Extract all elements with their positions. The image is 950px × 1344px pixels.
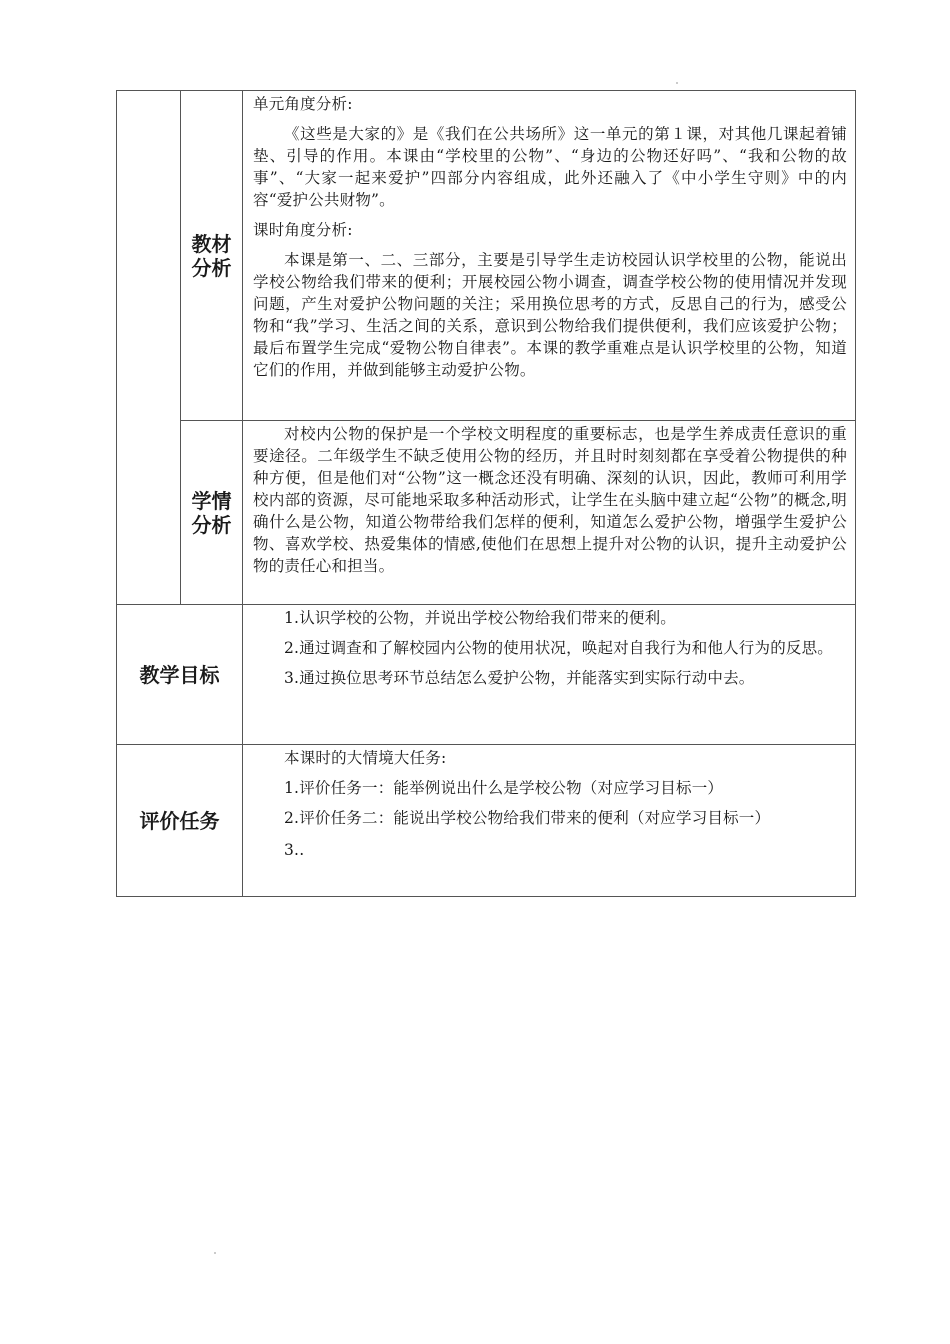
teaching-goals-content xyxy=(243,605,856,745)
evaluation-task-item: 3.. xyxy=(284,841,305,859)
material-analysis-content xyxy=(243,91,856,421)
material-analysis-heading-line2: 分析 xyxy=(191,255,232,280)
material-analysis-heading xyxy=(181,91,243,421)
lesson-plan-table xyxy=(116,90,856,897)
evaluation-tasks-content xyxy=(243,745,856,897)
material-analysis-heading-line1: 教材 xyxy=(191,231,232,256)
teaching-goal-item: 1.认识学校的公物，并说出学校公物给我们带来的便利。 xyxy=(284,609,676,627)
evaluation-task-item: 2.评价任务二：能说出学校公物给我们带来的便利（对应学习目标一） xyxy=(284,809,771,827)
student-analysis-content xyxy=(243,421,856,605)
student-analysis-heading-line1: 学情 xyxy=(191,488,232,513)
teaching-goals-heading: 教学目标 xyxy=(117,605,243,745)
lesson-analysis-title: 课时角度分析: xyxy=(253,221,353,239)
evaluation-intro: 本课时的大情境大任务: xyxy=(284,749,447,767)
student-analysis-heading xyxy=(181,421,243,605)
teaching-goal-item: 3.通过换位思考环节总结怎么爱护公物，并能落实到实际行动中去。 xyxy=(284,669,755,687)
student-analysis-heading-line2: 分析 xyxy=(191,512,232,537)
teaching-goal-item: 2.通过调查和了解校园内公物的使用状况，唤起对自我行为和他人行为的反思。 xyxy=(284,639,833,657)
unit-analysis-title: 单元角度分析: xyxy=(253,95,353,113)
teaching-goals-row xyxy=(117,605,856,745)
evaluation-tasks-row xyxy=(117,745,856,897)
unit-analysis-text: 《这些是大家的》是《我们在公共场所》这一单元的第１课，对其他几课起着铺垫、引导的作用。本课由“学校里的公物”、“身边的公物还好吗”、“我和公物的故事”、“大家一起来爱护”四部分内容组成，此外还融入了《中小学生守则》中的内容“爱护公共财物”。 xyxy=(253,125,847,209)
student-analysis-row xyxy=(117,421,856,605)
lesson-analysis-text: 本课是第一、二、三部分，主要是引导学生走访校园认识学校里的公物，能说出学校公物给我们带来的便利；开展校园公物小调查，调查学校公物的使用情况并发现问题，产生对爱护公物问题的关注；采用换位思考的方式，反思自己的行为，感受公物和“我”学习、生活之间的关系，意识到公物给我们提供便利，我们应该爱护公物；最后布置学生完成“爱物公物自律表”。本课的教学重难点是认识学校里的公物，知道它们的作用，并做到能够主动爱护公物。 xyxy=(253,251,847,379)
material-analysis-row xyxy=(117,91,856,421)
evaluation-task-item: 1.评价任务一：能举例说出什么是学校公物（对应学习目标一） xyxy=(284,779,724,797)
page-marker-bottom xyxy=(214,1252,216,1254)
page-marker-top xyxy=(676,82,678,84)
section-blank-cell xyxy=(117,91,181,605)
evaluation-tasks-heading: 评价任务 xyxy=(117,745,243,897)
student-analysis-text: 对校内公物的保护是一个学校文明程度的重要标志，也是学生养成责任意识的重要途径。二年级学生不缺乏使用公物的经历，并且时时刻刻都在享受着公物提供的种种方便，但是他们对“公物”这一概念还没有明确、深刻的认识，因此，教师可利用学校内部的资源，尽可能地采取多种活动形式，让学生在头脑中建立起“公物”的概念,明确什么是公物，知道公物带给我们怎样的便利，知道怎么爱护公物，增强学生爱护公物、喜欢学校、热爱集体的情感,使他们在思想上提升对公物的认识，提升主动爱护公物的责任心和担当。 xyxy=(253,425,847,575)
